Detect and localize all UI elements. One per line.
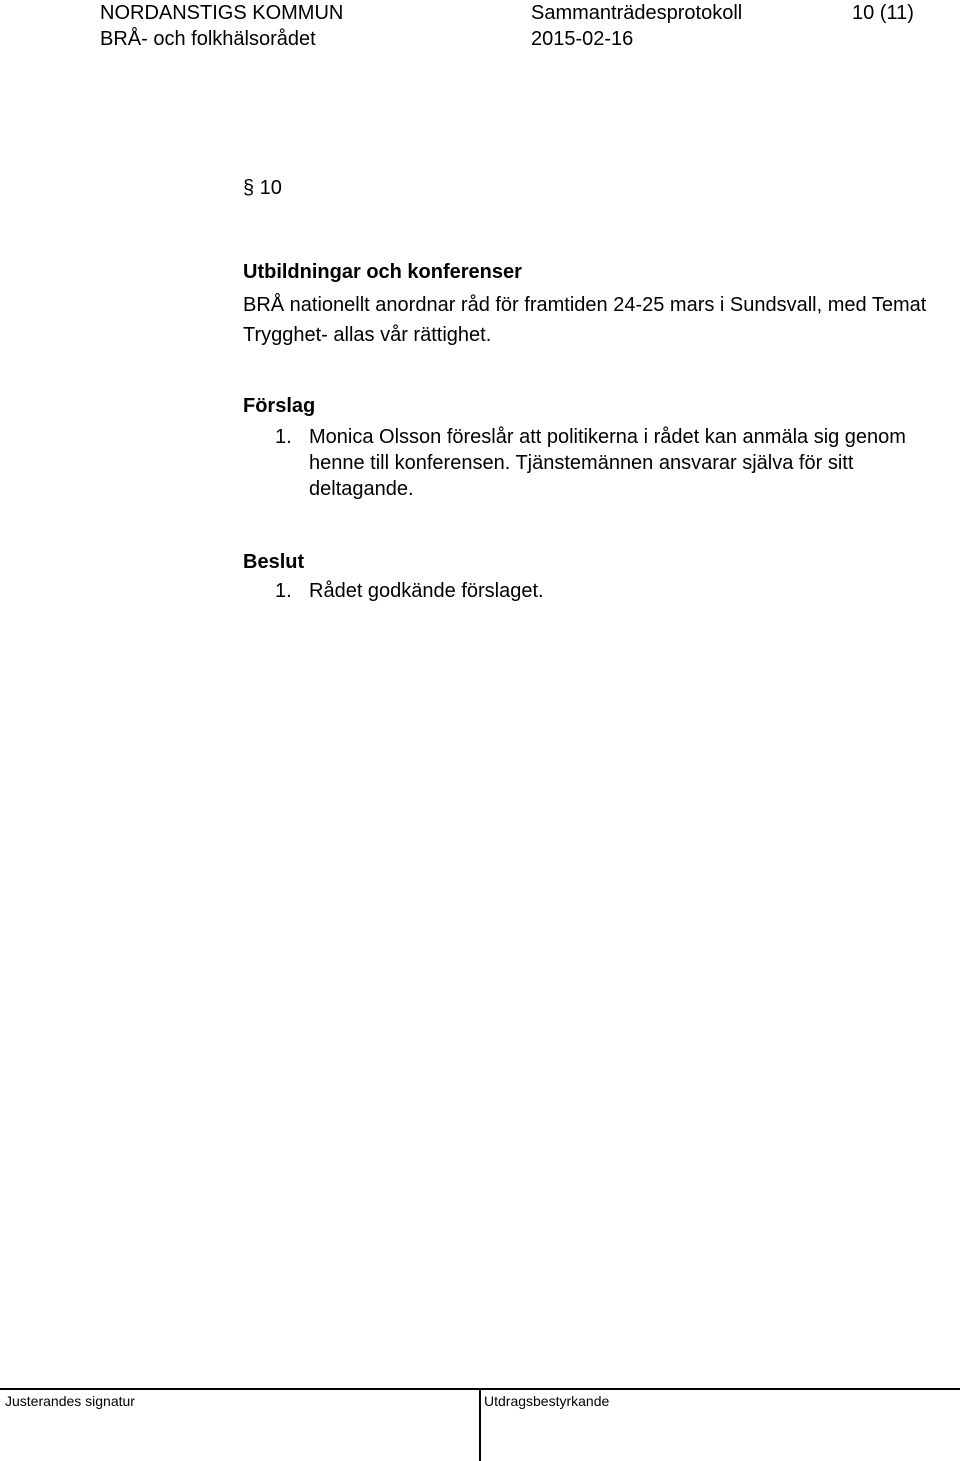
proposal-list [243,424,943,502]
list-item [243,424,943,502]
list-item-text: Rådet godkände förslaget. [309,580,544,602]
section-title: Utbildningar och konferenser [243,261,522,283]
list-item-number: 1. [275,426,292,448]
section-body: BRÅ nationellt anordnar råd för framtiden 24-25 mars i Sundsvall, med Temat Trygghet- allas vår rättighet. [243,294,927,346]
adjuster-signature-label: Justerandes signatur [5,1393,135,1409]
list-item-text: Monica Olsson föreslår att politikerna i rådet kan anmäla sig genom henne till konferensen. Tjänstemännen ansvarar själva för sitt deltagande. [309,426,906,500]
board-name: BRÅ- och folkhälsorådet [100,28,316,50]
decision-heading: Beslut [243,551,305,573]
footer-divider [479,1390,481,1461]
extract-certification-label: Utdragsbestyrkande [484,1393,610,1409]
list-item [243,578,943,604]
list-item-number: 1. [275,580,292,602]
meeting-date: 2015-02-16 [531,28,634,50]
organization-name: NORDANSTIGS KOMMUN [100,2,344,24]
proposal-heading: Förslag [243,395,316,417]
section-content [243,174,943,604]
document-type: Sammanträdesprotokoll [531,2,743,24]
signature-footer [0,1388,960,1461]
page-number: 10 (11) [852,2,914,24]
section-number: § 10 [243,177,282,199]
decision-list [243,578,943,604]
page-header [0,0,960,56]
